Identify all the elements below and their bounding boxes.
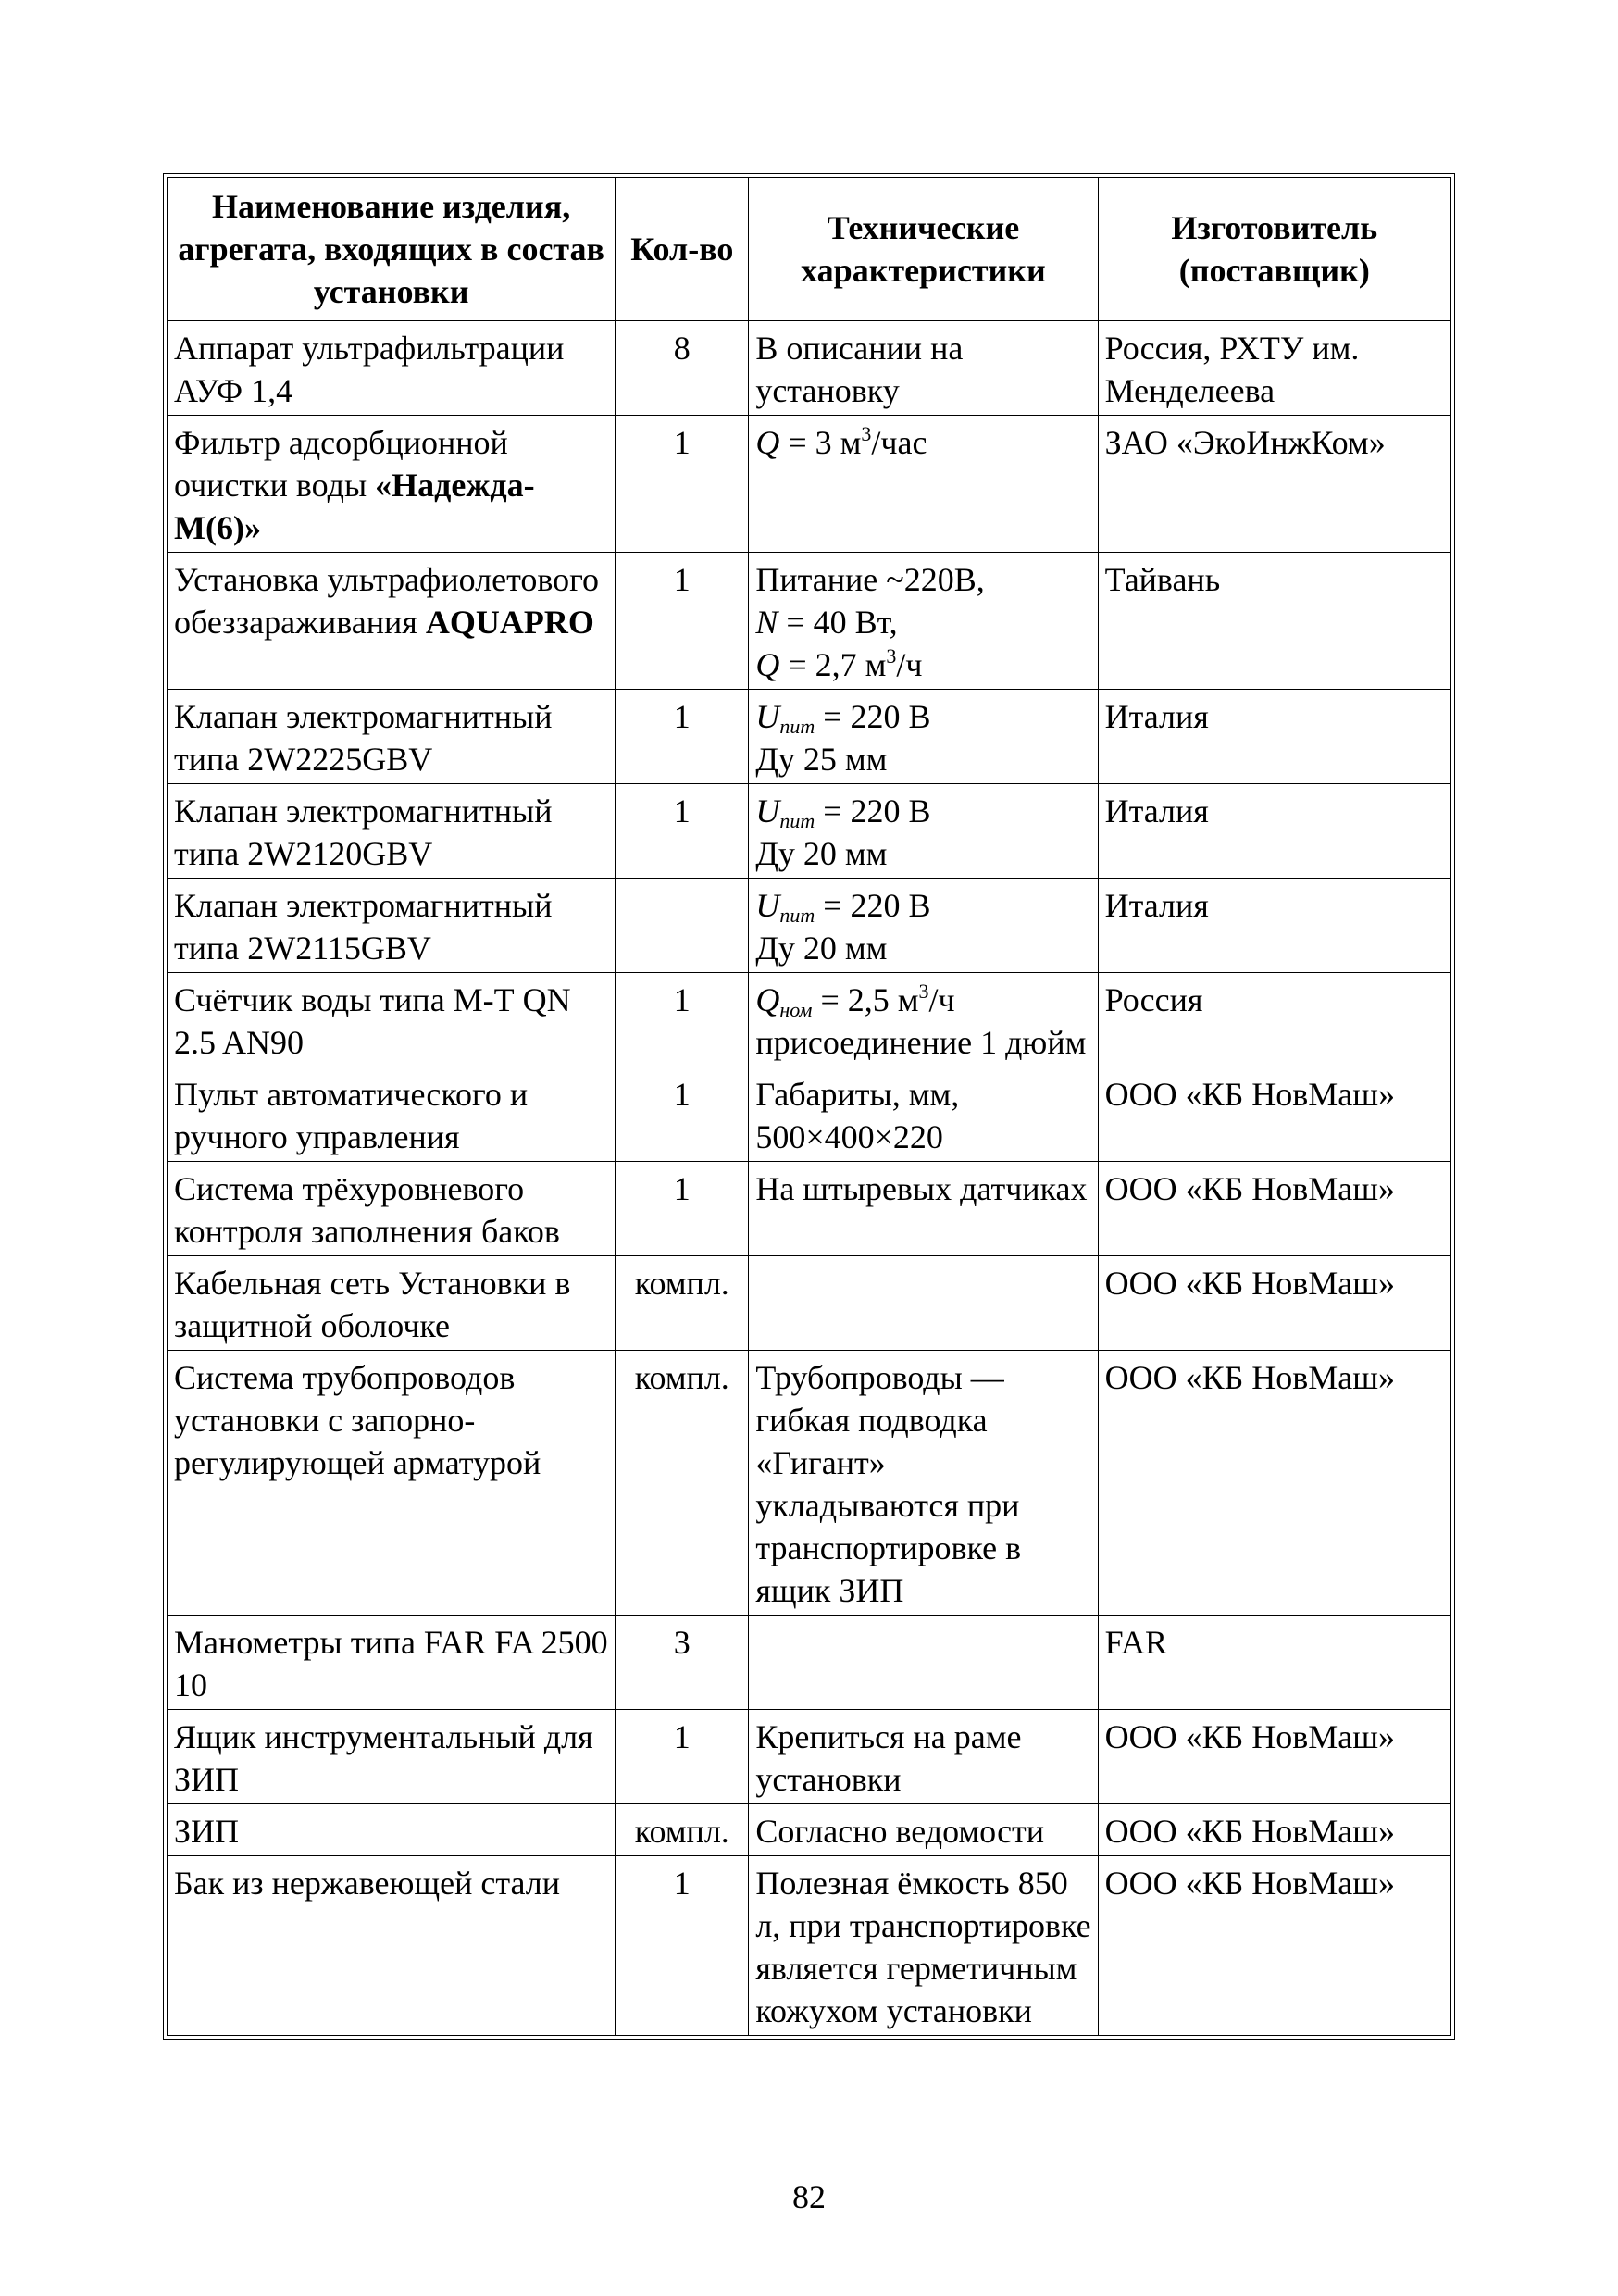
spec-sup: 3 [861, 422, 872, 445]
cell-name: Ящик инструментальный для ЗИП [168, 1710, 616, 1804]
table-row [168, 973, 1451, 1067]
cell-name: Пульт автоматического и ручного управления [168, 1067, 616, 1162]
cell-spec [749, 879, 1098, 973]
header-qty: Кол-во [616, 178, 749, 321]
header-spec: Технические характеристики [749, 178, 1098, 321]
table-row [168, 879, 1451, 973]
cell-maker: Тайвань [1098, 553, 1450, 690]
equipment-table [167, 177, 1451, 2036]
table-row [168, 321, 1451, 416]
cell-maker: Россия [1098, 973, 1450, 1067]
spec-var: N [755, 604, 778, 641]
cell-spec [749, 1256, 1098, 1351]
name-text: Установка ультрафиолетового обеззараживания [174, 561, 599, 641]
table-row [168, 1162, 1451, 1256]
cell-name: Манометры типа FAR FA 2500 10 [168, 1616, 616, 1710]
spec-text: = 3 м [788, 424, 862, 461]
cell-qty: компл. [616, 1804, 749, 1856]
table-row [168, 1616, 1451, 1710]
equipment-table-frame [163, 173, 1455, 2040]
spec-text: = 220 В [823, 698, 931, 735]
cell-spec [749, 553, 1098, 690]
cell-maker: Италия [1098, 784, 1450, 879]
spec-sub: пит [779, 809, 815, 832]
spec-line: = 40 Вт, [786, 604, 898, 641]
spec-var: Q [755, 981, 780, 1018]
cell-qty: 1 [616, 973, 749, 1067]
cell-qty: 1 [616, 1856, 749, 2036]
cell-spec: В описании на установку [749, 321, 1098, 416]
cell-maker: ООО «КБ НовМаш» [1098, 1256, 1450, 1351]
spec-var: U [755, 698, 780, 735]
cell-spec: На штыревых датчиках [749, 1162, 1098, 1256]
cell-maker: ООО «КБ НовМаш» [1098, 1804, 1450, 1856]
cell-maker: Италия [1098, 879, 1450, 973]
cell-name: Аппарат ультрафильтрации АУФ 1,4 [168, 321, 616, 416]
table-row [168, 416, 1451, 553]
page-number: 82 [792, 2178, 826, 2215]
spec-sub: пит [779, 904, 815, 927]
cell-name: Система трёхуровневого контроля заполнения баков [168, 1162, 616, 1256]
cell-spec: Габариты, мм, 500×400×220 [749, 1067, 1098, 1162]
spec-text-b: /ч [896, 646, 923, 683]
spec-var: Q [755, 646, 780, 683]
name-text: Фильтр адсорбционной очистки воды [174, 424, 508, 504]
cell-spec [749, 784, 1098, 879]
cell-maker: ЗАО «ЭкоИнжКом» [1098, 416, 1450, 553]
cell-name: Система трубопроводов установки с запорно-регулирующей арматурой [168, 1351, 616, 1616]
cell-spec: Трубопроводы — гибкая подводка «Гигант» укладываются при транспортировке в ящик ЗИП [749, 1351, 1098, 1616]
cell-maker: ООО «КБ НовМаш» [1098, 1856, 1450, 2036]
table-header-row [168, 178, 1451, 321]
cell-qty: 8 [616, 321, 749, 416]
cell-name: Бак из нержавеющей стали [168, 1856, 616, 2036]
cell-qty: компл. [616, 1351, 749, 1616]
spec-line: Ду 20 мм [755, 930, 888, 967]
cell-name: ЗИП [168, 1804, 616, 1856]
spec-sub: пит [779, 715, 815, 738]
cell-qty: 1 [616, 553, 749, 690]
cell-qty: 3 [616, 1616, 749, 1710]
cell-maker: Италия [1098, 690, 1450, 784]
cell-qty: 1 [616, 1162, 749, 1256]
cell-qty: 1 [616, 1067, 749, 1162]
cell-qty: 1 [616, 784, 749, 879]
cell-spec [749, 416, 1098, 553]
spec-text-b: /ч присоединение 1 дюйм [755, 981, 1087, 1061]
spec-line: Ду 20 мм [755, 835, 888, 872]
spec-sup: 3 [918, 980, 929, 1003]
spec-sup: 3 [886, 644, 897, 668]
name-brand: «Надежда-М(6)» [174, 467, 535, 546]
cell-maker: ООО «КБ НовМаш» [1098, 1351, 1450, 1616]
spec-sub: ном [779, 998, 813, 1021]
cell-name: Клапан электромагнитный типа 2W2120GBV [168, 784, 616, 879]
cell-maker: Россия, РХТУ им. Менделеева [1098, 321, 1450, 416]
cell-spec [749, 1616, 1098, 1710]
cell-name [168, 416, 616, 553]
cell-maker: ООО «КБ НовМаш» [1098, 1710, 1450, 1804]
cell-name: Клапан электромагнитный типа 2W2225GBV [168, 690, 616, 784]
table-row [168, 784, 1451, 879]
spec-line: Ду 25 мм [755, 741, 888, 778]
cell-spec: Полезная ёмкость 850 л, при транспортировке является герметичным кожухом установки [749, 1856, 1098, 2036]
cell-maker: ООО «КБ НовМаш» [1098, 1162, 1450, 1256]
spec-var: U [755, 792, 780, 830]
name-brand: AQUAPRO [425, 604, 594, 641]
table-row [168, 1710, 1451, 1804]
cell-spec: Крепиться на раме установки [749, 1710, 1098, 1804]
table-row [168, 690, 1451, 784]
cell-qty: 1 [616, 1710, 749, 1804]
spec-line: Питание ~220В, [755, 561, 985, 598]
cell-spec: Согласно ведомости [749, 1804, 1098, 1856]
spec-text: = 2,5 м [820, 981, 919, 1018]
table-row [168, 553, 1451, 690]
header-maker: Изготовитель (поставщик) [1098, 178, 1450, 321]
cell-qty: 1 [616, 416, 749, 553]
cell-maker: ООО «КБ НовМаш» [1098, 1067, 1450, 1162]
header-name: Наименование изделия, агрегата, входящих в состав установки [168, 178, 616, 321]
cell-name [168, 553, 616, 690]
cell-spec [749, 690, 1098, 784]
spec-var: Q [755, 424, 780, 461]
table-row [168, 1351, 1451, 1616]
table-row [168, 1856, 1451, 2036]
cell-qty [616, 879, 749, 973]
cell-qty: 1 [616, 690, 749, 784]
spec-var: U [755, 887, 780, 924]
spec-text-b: /час [871, 424, 927, 461]
table-row [168, 1067, 1451, 1162]
cell-name: Клапан электромагнитный типа 2W2115GBV [168, 879, 616, 973]
cell-name: Счётчик воды типа М-Т QN 2.5 AN90 [168, 973, 616, 1067]
spec-text: = 220 В [823, 887, 931, 924]
cell-name: Кабельная сеть Установки в защитной оболочке [168, 1256, 616, 1351]
spec-text: = 2,7 м [788, 646, 887, 683]
cell-spec [749, 973, 1098, 1067]
cell-maker: FAR [1098, 1616, 1450, 1710]
table-row [168, 1256, 1451, 1351]
table-row [168, 1804, 1451, 1856]
cell-qty: компл. [616, 1256, 749, 1351]
spec-text: = 220 В [823, 792, 931, 830]
